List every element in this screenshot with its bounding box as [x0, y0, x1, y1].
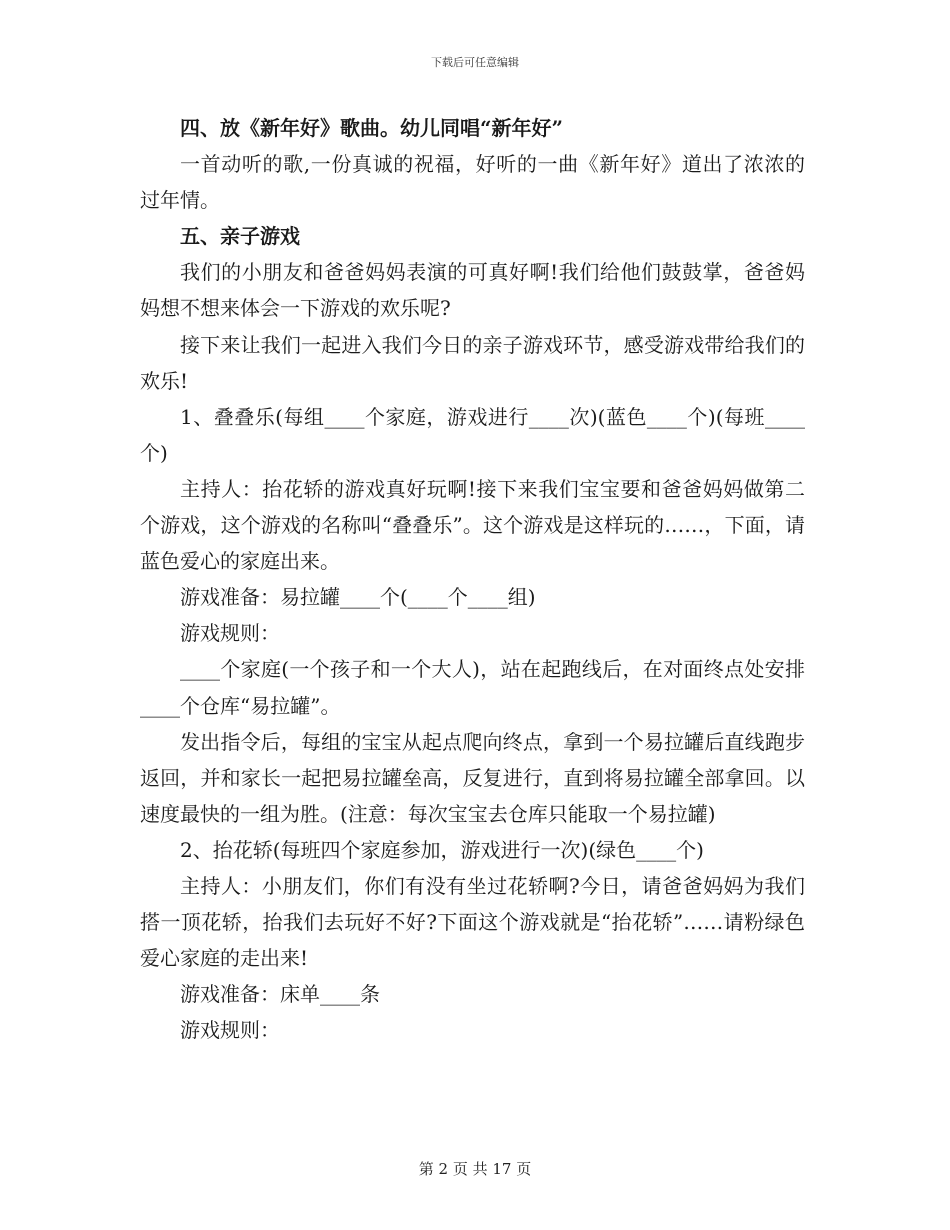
document-body [140, 110, 805, 1048]
paragraph-games-intro: 我们的小朋友和爸爸妈妈表演的可真好啊!我们给他们鼓鼓掌，爸爸妈妈想不想来体会一下游戏的欢乐呢? [140, 260, 805, 321]
paragraph-song-description: 一首动听的歌,一份真诚的祝福，好听的一曲《新年好》道出了浓浓的过年情。 [140, 152, 805, 213]
game-2-rules-label: 游戏规则： [180, 1018, 280, 1043]
game-1-rules-label: 游戏规则： [180, 621, 280, 646]
game-1-rules-detail: 发出指令后，每组的宝宝从起点爬向终点，拿到一个易拉罐后直线跑步返回，并和家长一起把易拉罐垒高，反复进行，直到将易拉罐全部拿回。以速度最快的一组为胜。(注意：每次宝宝去仓库只能取一个易拉罐) [140, 729, 805, 826]
game-1-rules-setup: ____个家庭(一个孩子和一个大人)，站在起跑线后，在对面终点处安排____个仓库“易拉罐”。 [140, 657, 805, 718]
game-2-preparation: 游戏准备：床单____条 [180, 982, 380, 1007]
game-1-preparation: 游戏准备：易拉罐____个(____个____组) [180, 585, 536, 610]
section-heading-song: 四、放《新年好》歌曲。幼儿同唱“新年好” [180, 116, 564, 140]
page-number: 第 2 页 共 17 页 [418, 1160, 532, 1178]
paragraph-games-transition: 接下来让我们一起进入我们今日的亲子游戏环节，感受游戏带给我们的欢乐! [140, 332, 805, 393]
game-2-title: 2、抬花轿(每班四个家庭参加，游戏进行一次)(绿色____个) [180, 837, 704, 862]
section-heading-parent-child-games: 五、亲子游戏 [180, 224, 300, 249]
game-2-host-script: 主持人：小朋友们，你们有没有坐过花轿啊?今日，请爸爸妈妈为我们搭一顶花轿，抬我们去玩好不好?下面这个游戏就是“抬花轿”……请粉绿色爱心家庭的走出来! [140, 873, 805, 971]
game-1-title: 1、叠叠乐(每组____个家庭，游戏进行____次)(蓝色____个)(每班____个) [140, 404, 805, 465]
page-header: 下载后可任意编辑 [431, 56, 519, 69]
game-1-host-script: 主持人：抬花轿的游戏真好玩啊!接下来我们宝宝要和爸爸妈妈做第二个游戏，这个游戏的名称叫“叠叠乐”。这个游戏是这样玩的……，下面，请蓝色爱心的家庭出来。 [140, 476, 805, 574]
